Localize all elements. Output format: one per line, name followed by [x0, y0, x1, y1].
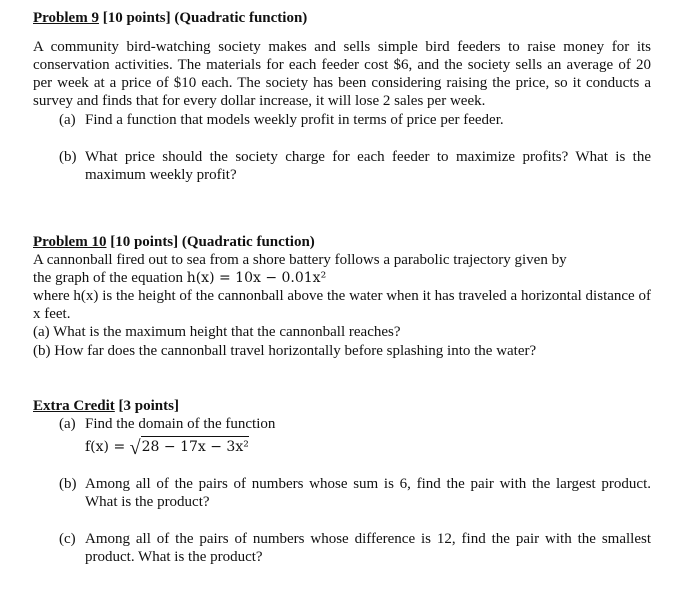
part-text: Among all of the pairs of numbers whose sum is 6, find the pair with the largest product. What is the product?: [85, 476, 651, 510]
problem-10-title: [33, 233, 651, 251]
part-text: Find a function that models weekly profit in terms of price per feeder.: [85, 112, 504, 128]
problem-9-heading: Problem 9: [33, 10, 99, 26]
extra-credit-title: [33, 397, 651, 415]
problem-10-heading: Problem 10: [33, 234, 107, 250]
problem-9-body: A community bird-watching society makes and sells simple bird feeders to raise money for its conservation activities. The materials for each feeder cost $6, and the society sells an average of 20 per week at a price of $10 each. The society has been considering raising the price, so it conducts a survey and finds that for every dollar increase, it will lose 2 sales per week.: [33, 39, 651, 109]
function-lhs: f(x) =: [85, 439, 130, 455]
part-label: (b): [59, 476, 77, 492]
part-label: (b): [59, 149, 77, 165]
problem-10-points: [10 points] (Quadratic function): [106, 234, 315, 250]
part-text: Among all of the pairs of numbers whose difference is 12, find the pair with the smallest product. What is the product?: [85, 531, 651, 565]
problem-9-part-b: [59, 148, 651, 184]
problem-9-points: [10 points] (Quadratic function): [98, 10, 308, 26]
trajectory-equation: h(x) = 10x − 0.01x²: [186, 270, 327, 286]
extra-credit-part-b: [59, 475, 651, 511]
square-root: [129, 436, 249, 459]
part-label: (a): [59, 416, 76, 432]
radical-sign-icon: √: [129, 437, 141, 459]
problem-10-line-1: A cannonball fired out to sea from a shore battery follows a parabolic trajectory given by: [33, 252, 567, 268]
extra-credit-heading: Extra Credit: [33, 398, 115, 414]
extra-credit-part-c: [59, 530, 651, 566]
problem-9-title: [33, 9, 651, 27]
problem-10-line-3: where h(x) is the height of the cannonball above the water when it has traveled a horizontal distance of x feet.: [33, 288, 651, 322]
part-label: (a): [59, 112, 76, 128]
problem-9-part-a: [59, 111, 659, 129]
function-radicand: 28 − 17x − 3x²: [141, 436, 249, 456]
part-text: What price should the society charge for each feeder to maximize profits? What is the maximum weekly profit?: [85, 149, 651, 183]
extra-credit-points: [3 points]: [114, 398, 179, 414]
problem-10-part-b: (b) How far does the cannonball travel horizontally before splashing into the water?: [33, 343, 537, 359]
line-2-prefix: the graph of the equation: [33, 270, 187, 286]
problem-10-part-a: (a) What is the maximum height that the cannonball reaches?: [33, 324, 401, 340]
domain-function: [85, 436, 249, 459]
extra-credit-part-a: [59, 415, 659, 433]
part-text: Find the domain of the function: [85, 416, 276, 432]
problem-10-line-2: [33, 269, 651, 287]
part-label: (c): [59, 531, 76, 547]
